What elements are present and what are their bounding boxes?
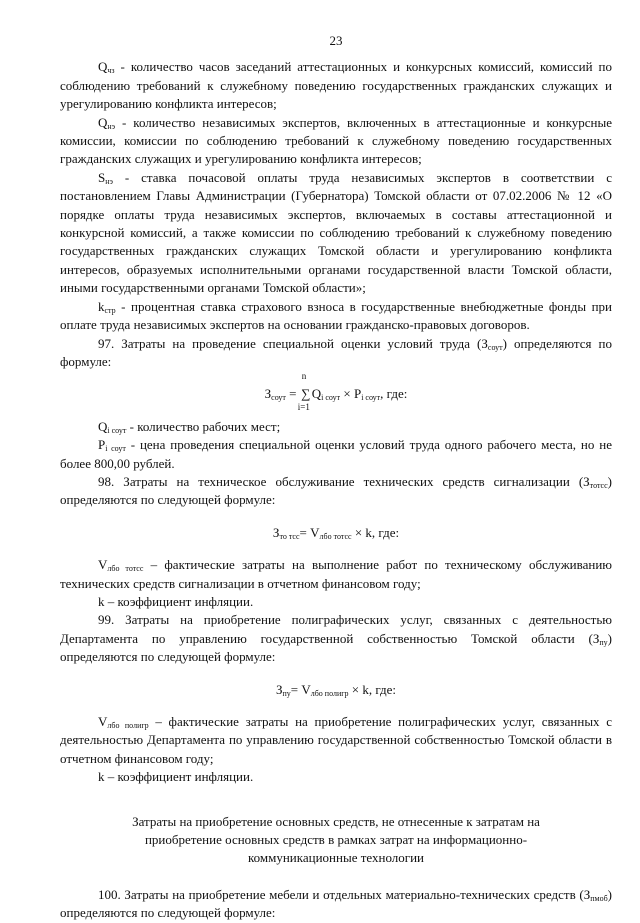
formula-equals-v: = V [299, 524, 320, 540]
definition-text: - количество часов заседаний аттестационных и конкурсных комиссий, комиссий по соблюдению требований к служебному поведению государственных гражданских служащих и урегулированию конфликта интересов; [60, 59, 612, 112]
definition-v-lbo-totss [60, 556, 612, 593]
formula-lhs-subscript: пу [282, 688, 291, 698]
formula-pu [60, 681, 612, 699]
symbol: V [98, 557, 108, 573]
formula-equals-v: = V [290, 681, 311, 697]
definition-text: – фактические затраты на приобретение полиграфических услуг, связанных с деятельностью Департамента по управлению государственной собственностью Томской области в отчетном финансовом году; [60, 714, 613, 766]
definition-v-lbo-poligr [60, 713, 612, 768]
formula-sout [60, 371, 612, 413]
formula-lhs-subscript: соут [271, 393, 286, 403]
definition-text: - количество независимых экспертов, включенных в аттестационные и конкурсные комиссии, комиссии по соблюдению требований к служебному поведению государственных гражданских служащих и урегулированию конфликта интересов; [60, 114, 612, 167]
definition-k-2: k – коэффициент инфляции. [98, 769, 254, 785]
symbol-subscript: чз [107, 66, 115, 76]
symbol-subscript: стр [104, 305, 116, 315]
clause-text-end: ) определяются по формуле: [60, 335, 612, 369]
formula-end: × k, где: [351, 524, 400, 540]
clause-text: 99. Затраты на приобретение полиграфических услуг, связанных с деятельностью Департамента по управлению государственной собственностью Томской области (З [60, 612, 612, 646]
definition-q-ne [60, 114, 612, 169]
clause-subscript: соут [487, 342, 503, 352]
definition-q-chz [60, 58, 612, 113]
clause-subscript: тотсс [589, 480, 608, 490]
definition-k-str [60, 298, 612, 335]
definition-q-i-sout [60, 418, 612, 436]
formula-to-tss [60, 524, 612, 542]
definition-text: - количество рабочих мест; [126, 418, 281, 434]
definition-text: - процентная ставка страхового взноса в государственные внебюджетные фонды при оплате труда независимых экспертов на основании гражданско-правовых договоров. [60, 298, 612, 333]
symbol-subscript: i соут [107, 425, 127, 435]
formula-v-subscript: лбо полигр [310, 688, 349, 698]
formula-end: , где: [380, 386, 408, 402]
symbol-subscript: лбо тотсс [107, 564, 144, 574]
symbol: Q [98, 418, 108, 434]
formula-lhs-subscript: то тсс [279, 531, 300, 541]
sum-operator [297, 371, 312, 413]
sum-upper-limit: n [301, 371, 307, 382]
formula-lhs: З [272, 524, 280, 540]
symbol: Q [98, 59, 108, 75]
symbol: S [98, 169, 106, 185]
formula-lhs: З [275, 681, 283, 697]
sum-lower-limit: i=1 [297, 402, 310, 413]
symbol: Q [98, 114, 108, 130]
formula-times-p: × P [340, 386, 362, 402]
definition-text: - ставка почасовой оплаты труда независимых экспертов в соответствии с постановлением Главы Администрации (Губернатора) Томской области от 07.02.2006 № 12 «О порядке оплаты труда независимых экспертов, включаемых в составы аттестационной и конкурсной комиссий, а также комиссии по соблюдению требований к служебному поведению государственных гражданских служащих Томской области и урегулированию конфликта интересов, образуемых исполнительными органами государственной власти Томской области, иными государственными органами Томской области»; [60, 169, 612, 296]
symbol-subscript: лбо полигр [107, 721, 149, 730]
definition-s-ne [60, 169, 612, 298]
clause-text-end: ) определяются по следующей формуле: [60, 473, 612, 508]
symbol: P [98, 437, 106, 453]
clause-text: 98. Затраты на техническое обслуживание технических средств сигнализации (З [98, 473, 590, 489]
formula-lhs: З [264, 386, 272, 402]
formula-q-subscript: i соут [321, 393, 341, 403]
definition-text: – фактические затраты на выполнение работ по техническому обслуживанию технических средств сигнализации в отчетном финансовом году; [60, 557, 613, 591]
formula-q: Q [311, 386, 322, 402]
formula-end: × k, где: [348, 681, 397, 697]
equals-sign: = [285, 386, 300, 402]
formula-p-subscript: i соут [361, 393, 381, 403]
symbol: V [98, 714, 108, 729]
symbol-subscript: нэ [107, 121, 116, 131]
definition-p-i-sout [60, 436, 612, 473]
clause-subscript: пмоб [590, 893, 608, 903]
clause-text: 100. Затраты на приобретение мебели и отдельных материально-технических средств (З [98, 886, 591, 902]
section-heading: Затраты на приобретение основных средств, не отнесенные к затратам на приобретение основных средств в рамках затрат на информационно-коммуникационные технологии [132, 813, 540, 866]
definition-k: k – коэффициент инфляции. [98, 593, 254, 609]
clause-97 [60, 335, 612, 372]
clause-98 [60, 473, 612, 510]
symbol: k [98, 298, 105, 314]
page-number: 23 [329, 33, 343, 48]
document-page [60, 32, 612, 923]
symbol-subscript: нэ [105, 176, 113, 186]
clause-text-end: ) определяются по следующей формуле: [60, 630, 612, 665]
clause-text: 97. Затраты на проведение специальной оценки условий труда (З [98, 335, 488, 351]
symbol-subscript: i соут [105, 444, 126, 454]
formula-v-subscript: лбо тотсс [319, 531, 352, 541]
sum-sign: ∑ [301, 386, 311, 402]
clause-100 [60, 886, 612, 923]
clause-text-end: ) определяются по следующей формуле: [60, 886, 612, 921]
clause-subscript: пу [599, 637, 608, 647]
definition-text: - цена проведения специальной оценки условий труда одного рабочего места, но не более 800,00 рублей. [60, 437, 612, 471]
clause-99 [60, 611, 612, 666]
